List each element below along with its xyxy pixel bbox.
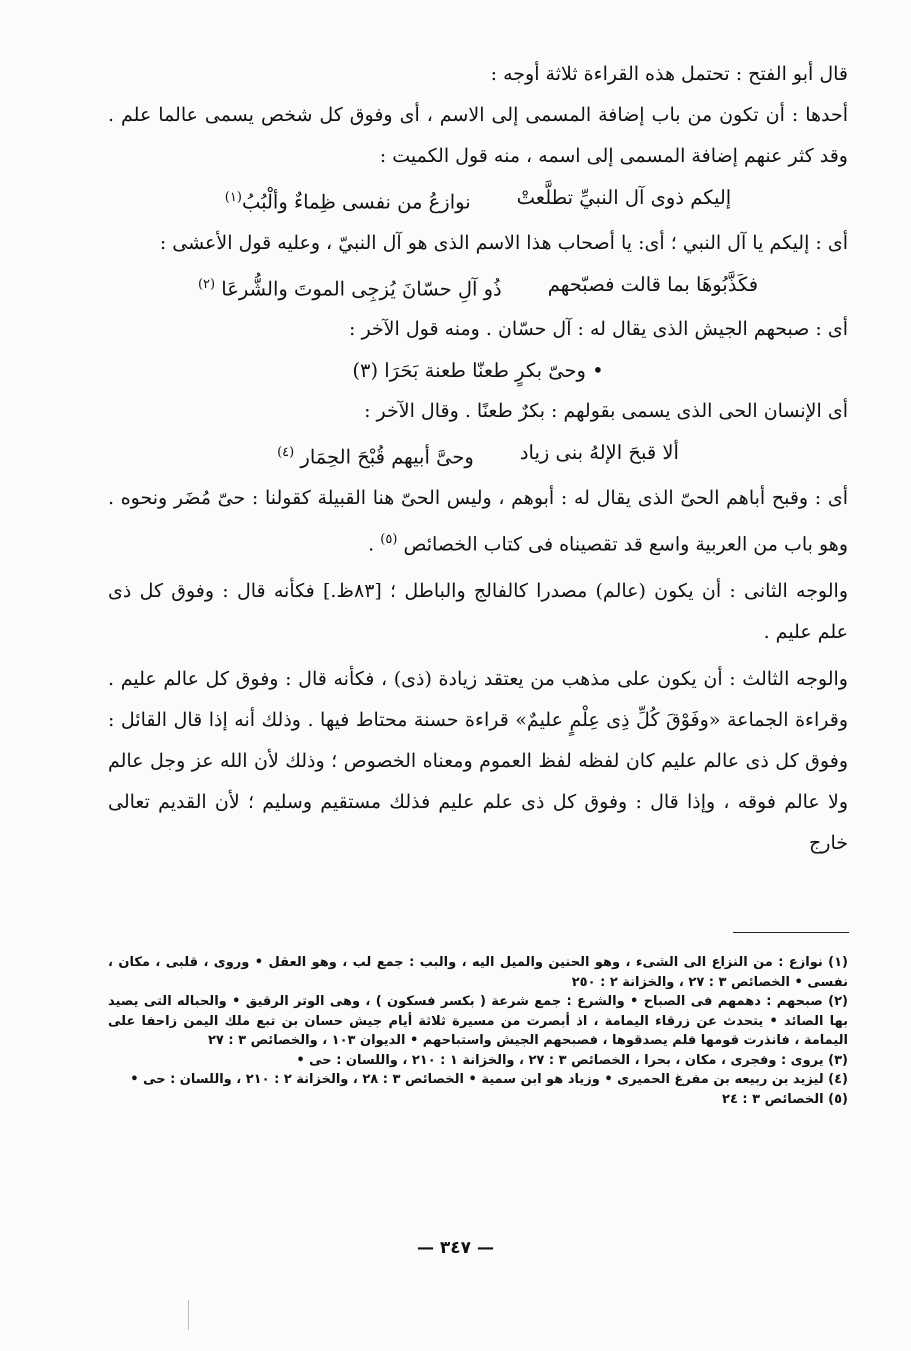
- verse-asha-second-text: ذُو آلِ حسّانَ يُزجِى الموتَ والشُّرعَا: [221, 277, 502, 300]
- paragraph-third-aspect: والوجه الثالث : أن يكون على مذهب من يعتقد زيادة (ذى) ، فكأنه قال : وفوق كل عالم عليم . وقراءة الجماعة «وفَوْقَ كُلِّ ذِى عِلْمٍ عليمٌ» قراءة حسنة محتاط فيها . وذلك أنه إذا قال القائل : وفوق كل ذى عالم عليم كان لفظه لفظ العموم ومعناه الخصوص ؛ وذلك لأن الله عز وجل عالم ولا عالم فوقه ، وإذا قال : وفوق كل ذى علم عليم فذلك مستقيم وسليم ؛ لأن القديم تعالى خارج: [108, 667, 848, 854]
- page-number: — ٣٤٧ —: [417, 1238, 494, 1258]
- footnote-marker-4: (٤): [277, 445, 295, 460]
- paragraph-first-aspect: أحدها : أن تكون من باب إضافة المسمى إلى الاسم ، أى وفوق كل شخص يسمى عالما علم . وقد كثر عنهم إضافة المسمى إلى اسمه ، منه قول الكميت :: [108, 104, 848, 167]
- intro-line: قال أبو الفتح : تحتمل هذه القراءة ثلاثة أوجه :: [490, 63, 848, 85]
- footnote-marker-5: (٥): [380, 531, 398, 547]
- footnote-1: (١) نوازع : من النزاع الى الشىء ، وهو الحنين والميل اليه ، والبب : جمع لب ، وهو العقل • وروى ، قلبى ، مكان ، نفسى • الخصائص ٣ : ٢٧ ، والخزانة ٢ : ٢٥٠: [108, 955, 848, 990]
- paragraph-hayy-text: أى : وقبح أباهم الحىّ الذى يقال له : أبوهم ، وليس الحىّ هنا القبيلة كقولنا : حىّ مُضَر ونحوه . وهو باب من العربية واسع قد تقصيناه فى كتاب الخصائص: [108, 486, 848, 555]
- verse-kumait-first-hemistich: إليكم ذوى آل النبيِّ تطلَّعتْ: [516, 186, 732, 209]
- footnote-marker-3: (٣): [352, 359, 379, 382]
- footnote-marker-2: (٢): [197, 276, 216, 292]
- scan-artifact-line: [188, 1300, 189, 1330]
- verse-kumait: [108, 177, 848, 223]
- verse-asha: [108, 264, 848, 310]
- footnote-marker-1: (١): [224, 190, 242, 205]
- verse-ziyad-second-hemistich: [277, 432, 474, 478]
- verse-ziyad-second-text: وحىَّ أبيهم قُبْحَ الحِمَار: [300, 445, 474, 469]
- paragraph-hayy: [108, 478, 848, 565]
- verse-bakr: [108, 350, 848, 391]
- paragraph-al-insan: أى الإنسان الحى الذى يسمى بقولهم : بكرٌ طعنًا . وقال الآخر :: [364, 400, 848, 422]
- paragraph-second-aspect: والوجه الثانى : أن يكون (عالم) مصدرا كالفالج والباطل ؛ [٨٣ظ.] فكأنه قال : وفوق كل ذى علم عليم .: [108, 579, 848, 643]
- footnote-divider: [733, 932, 849, 933]
- footnote-4: (٤) ليزيد بن ربيعه بن مفرغ الحميرى • وزياد هو ابن سمية • الخصائص ٣ : ٢٨ ، والخزانة ٢ : ٢١٠ ، واللسان : حى •: [130, 1072, 848, 1087]
- verse-ziyad: [108, 432, 848, 478]
- verse-kumait-second-text: نوازعُ من نفسى ظِماءٌ وألْبُبُ: [241, 190, 471, 214]
- paragraph-al-hassan: أى : صبحهم الجيش الذى يقال له : آل حسّان . ومنه قول الآخر :: [349, 318, 848, 340]
- paragraph-al-nabi: أى : إليكم يا آل النبي ؛ أى: يا أصحاب هذا الاسم الذى هو آل النبيّ ، وعليه قول الأعشى :: [159, 231, 848, 254]
- footnotes: [108, 953, 848, 1109]
- verse-bakr-text: • وحىّ بكرٍ طعنّا طعنة بَحَرَا: [384, 359, 604, 382]
- verse-asha-first-hemistich: فكَذَّبُوهَا بما قالت فصبّحهم: [547, 272, 759, 296]
- footnote-2: (٢) صبحهم : دهمهم فى الصباح • والشرع : جمع شرعة ( بكسر فسكون ) ، وهى الوتر الرقيق • والحباله التى يصيد بها الصائد • يتحدث عن زرقاء اليمامة ، اذ أبصرت من مسيرة ثلاثة أيام جيش حسان بن تبع ملك اليمن زاحفا على اليمامة ، فانذرت قومها فلم يصدقوها ، فصبحهم الجيش واستباحهم • الديوان ١٠٣ ، والخصائص ٣ : ٢٧: [108, 994, 848, 1048]
- verse-asha-second-hemistich: [198, 264, 502, 310]
- paragraph-hayy-end: .: [368, 532, 381, 555]
- verse-ziyad-first-hemistich: ألا قبحَ الإلهُ بنى زياد: [519, 441, 679, 464]
- footnote-5: (٥) الخصائص ٣ : ٢٤: [722, 1091, 848, 1107]
- footnote-3: (٣) يروى : وفجرى ، مكان ، بحرا ، الخصائص ٣ : ٢٧ ، والخزانة ١ : ٢١٠ ، واللسان : حى •: [296, 1052, 848, 1068]
- main-text: [108, 54, 848, 864]
- verse-kumait-second-hemistich: [225, 177, 471, 223]
